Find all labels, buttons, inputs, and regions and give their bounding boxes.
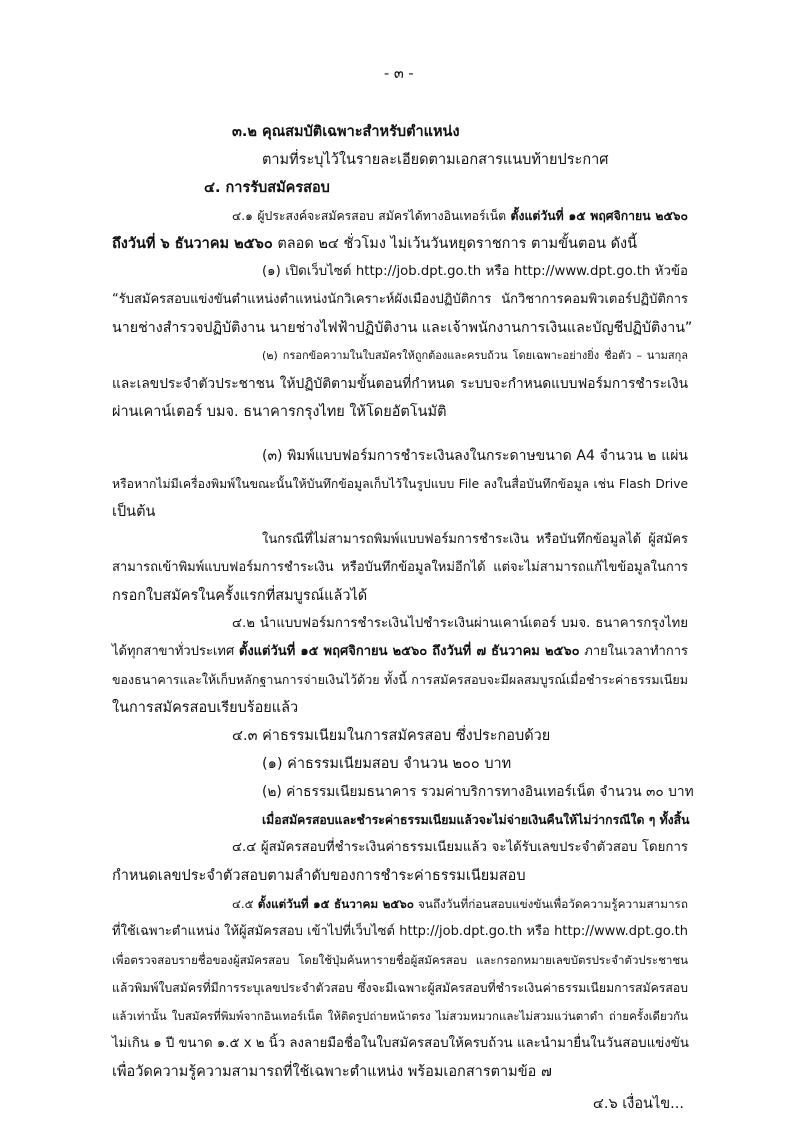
fee-item-1: (๑) ค่าธรรมเนียมสอบ จำนวน ๒๐๐ บาท [262, 756, 512, 772]
section-3-2-heading: ๓.๒ คุณสมบัติเฉพาะสำหรับตำแหน่ง [232, 124, 460, 140]
item-1-line1: (๑) เปิดเว็บไซต์ http://job.dpt.go.th หรือ http://www.dpt.go.th หัวข้อ [262, 264, 688, 279]
section-4-1-line2 [112, 232, 637, 256]
item-2-line1: (๒) กรอกข้อความในใบสมัครให้ถูกต้องและครบถ้วน โดยเฉพาะอย่างยิ่ง ชื่อตัว – นามสกุล [262, 349, 688, 362]
no-refund-warning: เมื่อสมัครสอบและชำระค่าธรรมเนียมแล้วจะไม่จ่ายเงินคืนให้ไม่ว่ากรณีใด ๆ ทั้งสิ้น [262, 813, 690, 827]
item-1-line3: นายช่างสำรวจปฏิบัติงาน นายช่างไฟฟ้าปฏิบัติงาน และเจ้าพนักงานการเงินและบัญชีปฏิบัติงาน” [112, 320, 693, 336]
note-line3: กรอกใบสมัครในครั้งแรกที่สมบูรณ์แล้วได้ [112, 588, 368, 604]
fee-item-2: (๒) ค่าธรรมเนียมธนาคาร รวมค่าบริการทางอินเทอร์เน็ต จำนวน ๓๐ บาท [262, 784, 694, 800]
text-run: ๔.๑ ผู้ประสงค์จะสมัครสอบ สมัครได้ทางอินเทอร์เน็ต [232, 209, 511, 223]
section-4-5-line7: เพื่อวัดความรู้ความสามารถที่ใช้เฉพาะตำแหน่ง พร้อมเอกสารตามข้อ ๗ [112, 1064, 552, 1080]
page-number: - ๓ - [384, 66, 414, 82]
section-4-5-line4: แล้วพิมพ์ใบสมัครที่มีการระบุเลขประจำตัวสอบ ซึ่งจะมีเฉพาะผู้สมัครสอบที่ชำระเงินค่าธรรมเนียมการสมัครสอบ [112, 981, 688, 995]
text-run: ได้ทุกสาขาทั่วประเทศ [112, 644, 239, 659]
section-3-2-body: ตามที่ระบุไว้ในรายละเอียดตามเอกสารแนบท้ายประกาศ [262, 152, 609, 168]
section-4-5-line1 [232, 892, 688, 916]
section-4-4-line1: ๔.๔ ผู้สมัครสอบที่ชำระเงินค่าธรรมเนียมแล้ว จะได้รับเลขประจำตัวสอบ โดยการ [232, 840, 688, 855]
section-4-1-line1 [232, 204, 688, 228]
section-4-2-line3: ของธนาคารและให้เก็บหลักฐานการจ่ายเงินไว้ด้วย ทั้งนี้ การสมัครสอบจะมีผลสมบูรณ์เมื่อชำระค่าธรรมเนียม [112, 672, 688, 687]
note-line2: สามารถเข้าพิมพ์แบบฟอร์มการชำระเงิน หรือบันทึกข้อมูลใหม่อีกได้ แต่จะไม่สามารถแก้ไขข้อมูลในการ [112, 560, 688, 575]
section-4-3-line1: ๔.๓ ค่าธรรมเนียมในการสมัครสอบ ซึ่งประกอบด้วย [232, 728, 551, 744]
item-3-line3: เป็นต้น [112, 504, 156, 520]
continuation-marker: ๔.๖ เงื่อนไข... [592, 1096, 684, 1112]
note-line1: ในกรณีที่ไม่สามารถพิมพ์แบบฟอร์มการชำระเงิน หรือบันทึกข้อมูลได้ ผู้สมัคร [262, 532, 688, 547]
section-4-heading: ๔. การรับสมัครสอบ [204, 180, 330, 196]
section-4-5-line2: ที่ใช้เฉพาะตำแหน่ง ให้ผู้สมัครสอบ เข้าไปที่เว็บไซต์ http://job.dpt.go.th หรือ http://www.dpt.go.th [112, 924, 688, 939]
text-run: จนถึงวันที่ก่อนสอบแข่งขันเพื่อวัดความรู้ความสามารถ [413, 897, 688, 911]
item-2-line2: และเลขประจำตัวประชาชน ให้ปฏิบัติตามขั้นตอนที่กำหนด ระบบจะกำหนดแบบฟอร์มการชำระเงิน [112, 376, 688, 392]
text-run: ตลอด ๒๔ ชั่วโมง ไม่เว้นวันหยุดราชการ ตามขั้นตอน ดังนี้ [272, 236, 637, 252]
section-4-4-line2: กำหนดเลขประจำตัวสอบตามลำดับของการชำระค่าธรรมเนียมสอบ [112, 868, 526, 884]
section-4-5-line5: แล้วเท่านั้น ใบสมัครที่พิมพ์จากอินเทอร์เน็ต ให้ติดรูปถ่ายหน้าตรง ไม่สวมหมวกและไม่สวมแว่นตาดำ ถ่ายครั้งเดียวกัน [112, 1009, 688, 1023]
text-run: ภายในเวลาทำการ [579, 644, 689, 659]
text-run: ๔.๕ [232, 897, 258, 911]
item-3-line2: หรือหากไม่มีเครื่องพิมพ์ในขณะนั้นให้บันทึกข้อมูลเก็บไว้ในรูปแบบ File ลงในสื่อบันทึกข้อมูล เช่น Flash Drive [112, 477, 688, 491]
item-3-line1: (๓) พิมพ์แบบฟอร์มการชำระเงินลงในกระดาษขนาด A4 จำนวน ๒ แผ่น [262, 448, 688, 464]
section-4-2-line2 [112, 640, 688, 664]
section-4-5-line3: เพื่อตรวจสอบรายชื่อของผู้สมัครสอบ โดยใช้ปุ่มค้นหารายชื่อผู้สมัครสอบ และกรอกหมายเลขบัตรประจำตัวประชาชน [112, 953, 688, 967]
date-range-start: ตั้งแต่วันที่ ๑๕ พฤศจิกายน ๒๕๖๐ [510, 209, 688, 223]
section-4-5-line6: ไม่เกิน ๑ ปี ขนาด ๑.๕ x ๒ นิ้ว ลงลายมือชื่อในใบสมัครสอบให้ครบถ้วน และนำมายื่นในวันสอบแข่งขัน [112, 1036, 689, 1051]
date-range-end: ถึงวันที่ ๖ ธันวาคม ๒๕๖๐ [112, 236, 273, 252]
item-2-line3: ผ่านเคาน์เตอร์ บมจ. ธนาคารกรุงไทย ให้โดยอัตโนมัติ [112, 404, 447, 420]
payment-period: ตั้งแต่วันที่ ๑๕ พฤศจิกายน ๒๕๖๐ ถึงวันที่ ๗ ธันวาคม ๒๕๖๐ [238, 644, 580, 659]
section-4-2-line4: ในการสมัครสอบเรียบร้อยแล้ว [112, 700, 299, 716]
check-date: ตั้งแต่วันที่ ๑๕ ธันวาคม ๒๕๖๐ [257, 897, 414, 911]
section-4-2-line1: ๔.๒ นำแบบฟอร์มการชำระเงินไปชำระเงินผ่านเคาน์เตอร์ บมจ. ธนาคารกรุงไทย [232, 616, 688, 631]
item-1-line2: “รับสมัครสอบแข่งขันตำแหน่งตำแหน่งนักวิเคราะห์ผังเมืองปฏิบัติการ นักวิชาการคอมพิวเตอร์ปฏิบัติการ [112, 292, 688, 307]
